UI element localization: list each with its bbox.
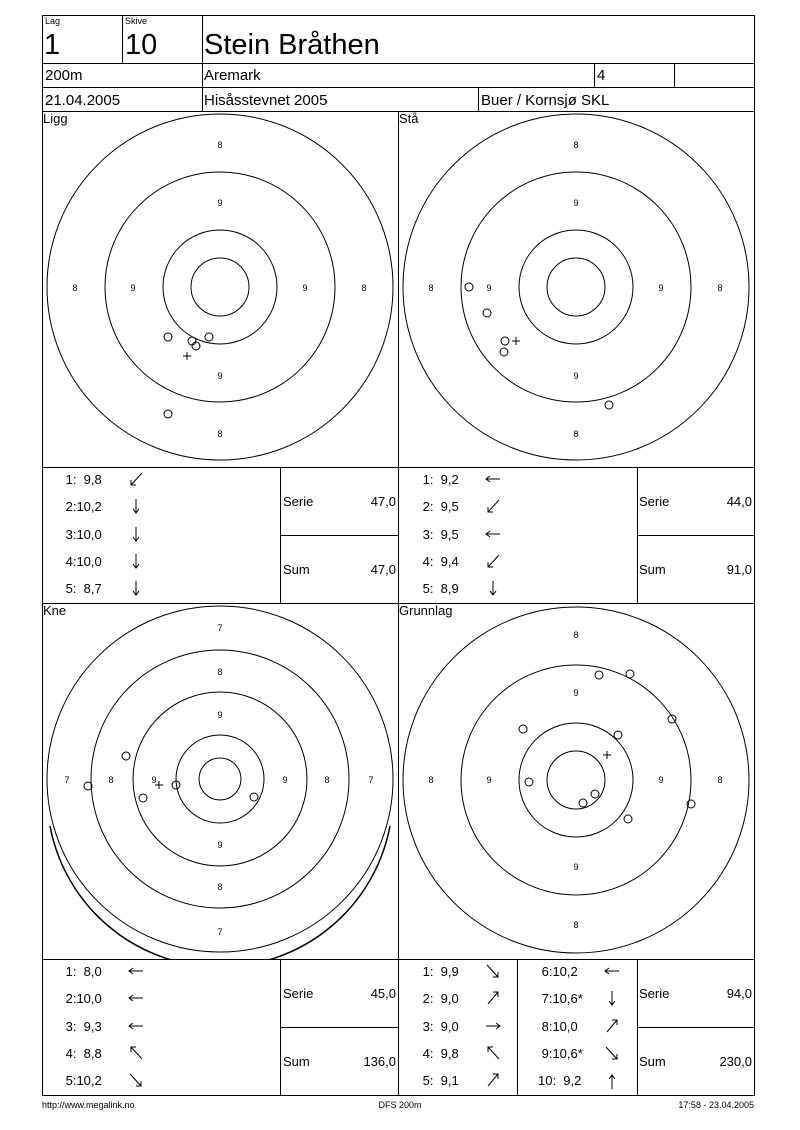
shot-value: 2: 9,0 xyxy=(419,991,459,1007)
direction-arrow-icon xyxy=(485,526,501,544)
shot-value: 1: 8,0 xyxy=(62,964,102,979)
ring-number: 9 xyxy=(217,198,223,208)
shot-value: 3:10,0 xyxy=(62,526,102,542)
center-mark xyxy=(603,751,611,759)
direction-arrow-icon xyxy=(128,471,144,489)
shot-hole xyxy=(624,815,632,823)
ring-number: 7 xyxy=(217,927,223,937)
shot-row xyxy=(419,965,514,983)
shot-hole xyxy=(626,670,634,678)
ring-8 xyxy=(461,665,691,895)
shot-value: 1: 9,2 xyxy=(419,472,459,487)
serie-value-grunnlag: 94,0 xyxy=(726,986,752,1001)
shooter-name: Stein Bråthen xyxy=(204,29,380,61)
shot-value: 10: 9,2 xyxy=(538,1073,582,1089)
direction-arrow-icon xyxy=(604,1018,620,1036)
shot-row xyxy=(419,1047,514,1065)
ring-number: 9 xyxy=(217,710,223,720)
direction-arrow-icon xyxy=(604,990,620,1008)
shot-value: 5: 8,7 xyxy=(62,581,102,597)
ring-number: 8 xyxy=(573,140,579,150)
shot-value: 3: 9,5 xyxy=(419,526,459,542)
sum-value-kne: 136,0 xyxy=(363,1054,396,1069)
ring-number: 9 xyxy=(217,371,223,381)
ring-number: 9 xyxy=(573,371,579,381)
ring-number: 8 xyxy=(217,140,223,150)
shot-hole xyxy=(122,752,130,760)
ring-number: 9 xyxy=(573,688,579,698)
direction-arrow-icon xyxy=(128,526,144,544)
shot-row xyxy=(62,582,272,600)
sum-label: Sum xyxy=(283,1054,310,1069)
ring-number: 9 xyxy=(573,862,579,872)
ring-number: 8 xyxy=(217,429,223,439)
direction-arrow-icon xyxy=(128,1072,144,1090)
shot-hole xyxy=(579,799,587,807)
shot-row xyxy=(419,992,514,1010)
shot-value: 4: 8,8 xyxy=(62,1045,102,1061)
shot-hole xyxy=(192,342,200,350)
ring-10 xyxy=(191,258,249,316)
shot-row xyxy=(538,1047,633,1065)
footer-timestamp: 17:58 - 23.04.2005 xyxy=(678,1100,754,1110)
shot-hole xyxy=(139,794,147,802)
direction-arrow-icon xyxy=(485,990,501,1008)
direction-arrow-icon xyxy=(485,580,501,598)
shot-row xyxy=(62,1047,272,1065)
ring-10 xyxy=(547,258,605,316)
shot-hole xyxy=(164,333,172,341)
event-name: Hisåsstevnet 2005 xyxy=(204,92,328,109)
shot-hole xyxy=(591,790,599,798)
target-staa xyxy=(399,112,754,467)
shot-value: 3: 9,0 xyxy=(419,1018,459,1034)
direction-arrow-icon xyxy=(485,553,501,571)
ring-outer xyxy=(47,606,393,952)
shot-value: 7:10,6* xyxy=(538,991,583,1007)
shot-hole xyxy=(605,401,613,409)
shot-value: 4: 9,4 xyxy=(419,553,459,569)
shot-hole xyxy=(500,348,508,356)
sum-value-staa: 91,0 xyxy=(726,562,752,577)
sum-label: Sum xyxy=(639,562,666,577)
number: 4 xyxy=(597,67,606,84)
direction-arrow-icon xyxy=(128,553,144,571)
target-ligg xyxy=(43,112,398,467)
target-kne xyxy=(43,604,398,959)
shot-row xyxy=(62,1020,272,1038)
ring-outer xyxy=(403,607,749,953)
shot-row xyxy=(62,528,272,546)
target-label-kne: Kne xyxy=(43,603,67,618)
lag-label: Lag xyxy=(45,16,61,26)
shot-value: 2: 9,5 xyxy=(419,499,459,515)
shot-value: 9:10,6* xyxy=(538,1045,583,1061)
direction-arrow-icon xyxy=(485,498,501,516)
ring-number: 8 xyxy=(108,775,114,785)
lag-value: 1 xyxy=(44,29,61,61)
ring-7 xyxy=(91,650,349,908)
shot-row xyxy=(62,992,272,1010)
shot-row xyxy=(419,473,629,491)
shot-row xyxy=(419,528,629,546)
shot-value: 4: 9,8 xyxy=(419,1045,459,1061)
shot-hole xyxy=(595,671,603,679)
direction-arrow-icon xyxy=(485,1018,501,1036)
serie-label: Serie xyxy=(283,986,314,1001)
ring-outer xyxy=(403,114,749,460)
ring-number: 8 xyxy=(428,775,434,785)
ring-number: 7 xyxy=(368,775,374,785)
ring-number: 8 xyxy=(324,775,330,785)
shot-row xyxy=(62,555,272,573)
direction-arrow-icon xyxy=(128,498,144,516)
ring-number: 8 xyxy=(717,775,723,785)
ring-number: 9 xyxy=(658,775,664,785)
direction-arrow-icon xyxy=(128,1018,144,1036)
ring-number: 8 xyxy=(717,283,723,293)
serie-label: Serie xyxy=(639,494,670,509)
shot-hole xyxy=(614,731,622,739)
shot-row xyxy=(419,555,629,573)
skive-label: Skive xyxy=(125,16,148,26)
shot-value: 5: 9,1 xyxy=(419,1073,459,1089)
target-label-staa: Stå xyxy=(399,111,419,126)
ring-number: 9 xyxy=(302,283,308,293)
serie-value-kne: 45,0 xyxy=(370,986,396,1001)
direction-arrow-icon xyxy=(485,471,501,489)
ring-number: 9 xyxy=(282,775,288,785)
shot-value: 2:10,2 xyxy=(62,499,102,515)
ring-number: 7 xyxy=(64,775,70,785)
direction-arrow-icon xyxy=(604,1045,620,1063)
direction-arrow-icon xyxy=(485,1045,501,1063)
center-mark xyxy=(183,352,191,360)
ring-number: 9 xyxy=(486,775,492,785)
shot-value: 1: 9,9 xyxy=(419,964,459,979)
shot-row xyxy=(419,582,629,600)
target-label-ligg: Ligg xyxy=(43,111,68,126)
direction-arrow-icon xyxy=(604,963,620,981)
center-mark xyxy=(512,337,520,345)
target-label-grunnlag: Grunnlag xyxy=(399,603,453,618)
ring-number: 8 xyxy=(72,283,78,293)
shot-hole xyxy=(164,410,172,418)
serie-value-ligg: 47,0 xyxy=(370,494,396,509)
direction-arrow-icon xyxy=(128,990,144,1008)
ring-number: 8 xyxy=(573,920,579,930)
direction-arrow-icon xyxy=(128,963,144,981)
direction-arrow-icon xyxy=(128,580,144,598)
shot-hole xyxy=(205,333,213,341)
direction-arrow-icon xyxy=(485,963,501,981)
shot-row xyxy=(538,1020,633,1038)
shot-value: 5: 8,9 xyxy=(419,581,459,597)
ring-9 xyxy=(519,230,633,344)
shot-row xyxy=(538,992,633,1010)
ring-outer xyxy=(47,114,393,460)
shot-hole xyxy=(188,337,196,345)
shot-row xyxy=(419,1074,514,1092)
club-name: Buer / Kornsjø SKL xyxy=(481,92,610,109)
shot-hole xyxy=(501,337,509,345)
shot-value: 8:10,0 xyxy=(538,1018,578,1034)
date: 21.04.2005 xyxy=(45,92,121,109)
shot-row xyxy=(62,473,272,491)
direction-arrow-icon xyxy=(604,1072,620,1090)
serie-label: Serie xyxy=(639,986,670,1001)
ring-9 xyxy=(176,735,264,823)
shot-row xyxy=(62,965,272,983)
distance: 200m xyxy=(45,67,83,84)
shot-value: 4:10,0 xyxy=(62,553,102,569)
serie-value-staa: 44,0 xyxy=(726,494,752,509)
serie-label: Serie xyxy=(283,494,314,509)
ring-10 xyxy=(547,751,605,809)
shot-row xyxy=(419,1020,514,1038)
shot-hole xyxy=(483,309,491,317)
shot-value: 6:10,2 xyxy=(538,964,578,979)
ring-number: 8 xyxy=(573,630,579,640)
shot-hole xyxy=(519,725,527,733)
ring-number: 9 xyxy=(486,283,492,293)
ring-number: 7 xyxy=(217,623,223,633)
ring-number: 8 xyxy=(217,667,223,677)
ring-10 xyxy=(199,758,241,800)
sum-label: Sum xyxy=(283,562,310,577)
direction-arrow-icon xyxy=(485,1072,501,1090)
shot-row xyxy=(62,1074,272,1092)
ring-9 xyxy=(519,723,633,837)
shot-row xyxy=(419,500,629,518)
ring-9 xyxy=(163,230,277,344)
shot-row xyxy=(62,500,272,518)
shot-row xyxy=(538,1074,633,1092)
shot-value: 3: 9,3 xyxy=(62,1018,102,1034)
shot-hole xyxy=(250,793,258,801)
footer-url: http://www.megalink.no xyxy=(42,1100,135,1110)
sum-value-grunnlag: 230,0 xyxy=(719,1054,752,1069)
direction-arrow-icon xyxy=(128,1045,144,1063)
place: Aremark xyxy=(204,67,261,84)
ring-number: 9 xyxy=(217,840,223,850)
ring-number: 8 xyxy=(428,283,434,293)
ring-number: 9 xyxy=(130,283,136,293)
footer-center: DFS 200m xyxy=(378,1100,422,1110)
shot-value: 2:10,0 xyxy=(62,991,102,1007)
ring-number: 9 xyxy=(151,775,157,785)
ring-number: 9 xyxy=(573,198,579,208)
shot-hole xyxy=(525,778,533,786)
ring-number: 8 xyxy=(217,882,223,892)
skive-value: 10 xyxy=(125,29,158,61)
ring-number: 9 xyxy=(658,283,664,293)
sum-value-ligg: 47,0 xyxy=(370,562,396,577)
shot-hole xyxy=(465,283,473,291)
target-grunnlag xyxy=(399,604,754,959)
ring-number: 8 xyxy=(573,429,579,439)
shot-row xyxy=(538,965,633,983)
shot-value: 5:10,2 xyxy=(62,1073,102,1089)
sum-label: Sum xyxy=(639,1054,666,1069)
ring-number: 8 xyxy=(361,283,367,293)
shot-value: 1: 9,8 xyxy=(62,472,102,487)
